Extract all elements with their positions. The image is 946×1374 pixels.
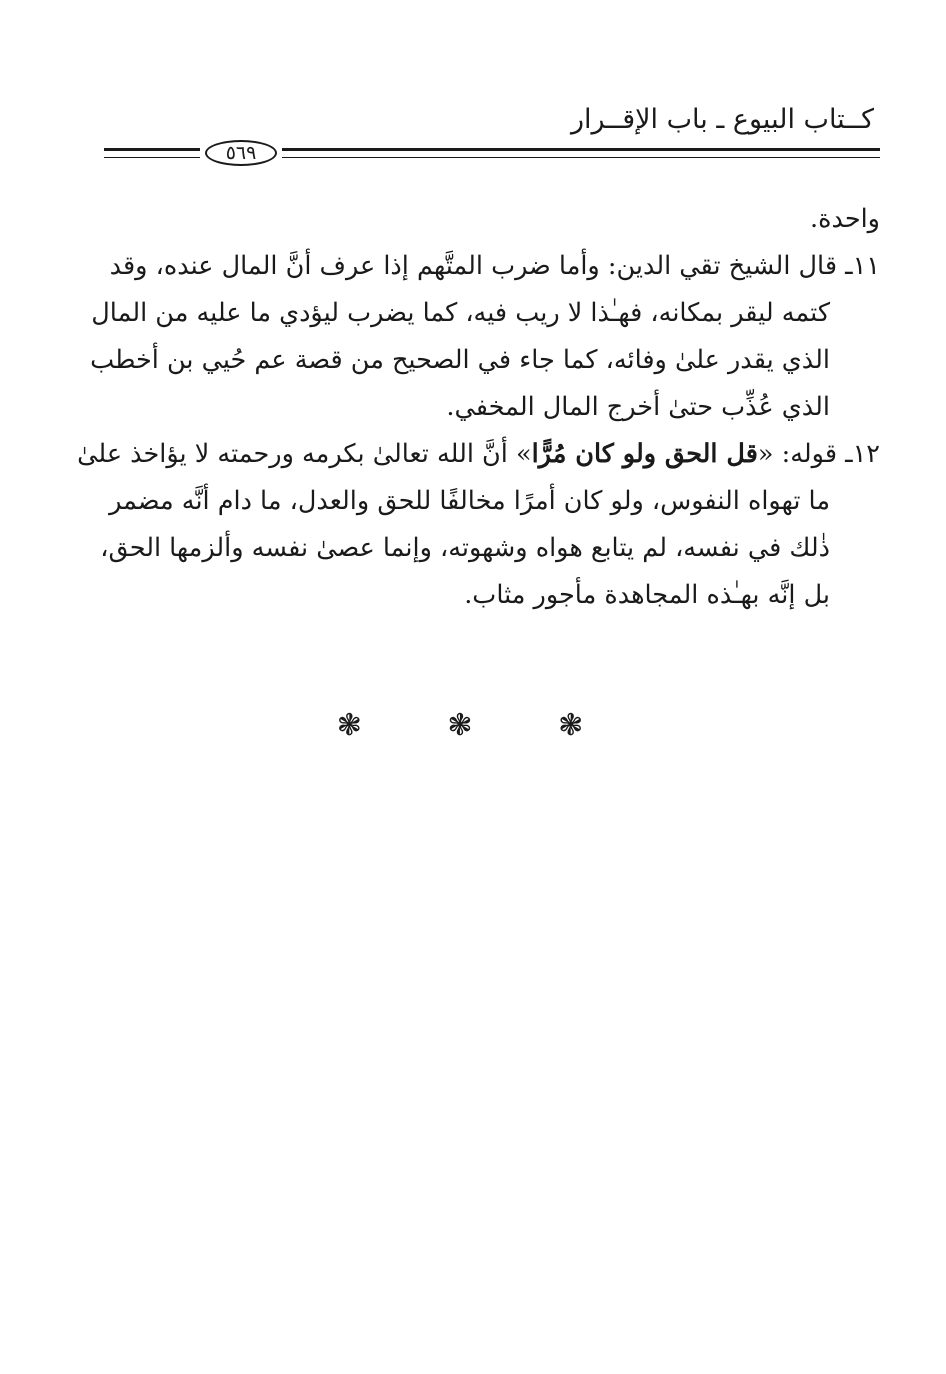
header-rule	[104, 140, 880, 170]
hadith-quote: قل الحق ولو كان مُرًّا	[531, 439, 758, 469]
item-12-line-4: بل إنَّه بهـٰذه المجاهدة مأجور مثاب.	[464, 580, 830, 610]
item-12-line-2: ما تهواه النفوس، ولو كان أمرًا مخالفًا للحق والعدل، ما دام أنَّه مضمر	[109, 486, 830, 516]
item-11-line-4: الذي عُذِّب حتىٰ أخرج المال المخفي.	[446, 392, 830, 422]
item-12-prefix: ١٢ـ قوله:	[773, 439, 880, 469]
header-rule-right	[282, 148, 880, 158]
running-title: كــتاب البيوع ـ باب الإقــرار	[570, 104, 874, 135]
quote-close-mark: »	[515, 439, 532, 469]
page-number: ٥٦٩	[205, 140, 277, 166]
item-12-first-line-rest: أنَّ الله تعالىٰ بكرمه ورحمته لا يؤاخذ علىٰ	[77, 439, 516, 469]
item-11-line-2: كتمه ليقر بمكانه، فهـٰذا لا ريب فيه، كما يضرب ليؤدي ما عليه من المال	[91, 298, 830, 328]
header-rule-left	[104, 148, 200, 158]
divider-star-icon: ❃	[336, 708, 388, 743]
text-line-continuation: واحدة.	[809, 204, 880, 234]
section-divider	[0, 708, 946, 743]
item-12-line-1	[77, 431, 880, 478]
body-text	[77, 196, 880, 619]
divider-star-icon: ❃	[447, 708, 499, 743]
item-11-line-3: الذي يقدر علىٰ وفائه، كما جاء في الصحيح من قصة عم حُيي بن أخطب	[90, 345, 830, 375]
item-11-line-1: ١١ـ قال الشيخ تقي الدين: وأما ضرب المتَّهم إذا عرف أنَّ المال عنده، وقد	[109, 251, 880, 281]
item-12-line-3: ذٰلك في نفسه، لم يتابع هواه وشهوته، وإنما عصىٰ نفسه وألزمها الحق،	[100, 533, 830, 563]
quote-open-mark: «	[757, 439, 774, 469]
divider-star-icon: ❃	[558, 708, 610, 743]
